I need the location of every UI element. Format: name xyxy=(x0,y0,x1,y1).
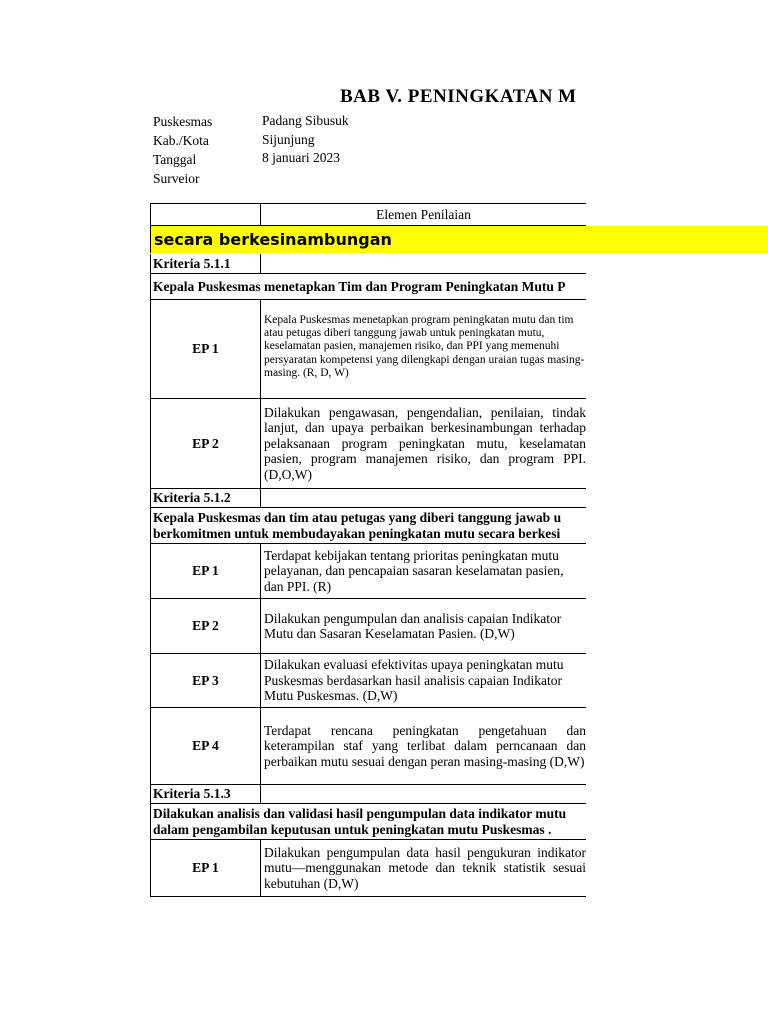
ep-label: EP 2 xyxy=(192,618,219,633)
value-tanggal: 8 januari 2023 xyxy=(262,150,340,165)
label-kab-kota: Kab./Kota xyxy=(153,133,209,148)
ep-label: EP 2 xyxy=(192,435,219,451)
ep-row xyxy=(150,654,586,708)
criteria-statement-line: Dilakukan analisis dan validasi hasil pengumpulan data indikator mutu xyxy=(153,805,567,821)
ep-row xyxy=(150,544,586,599)
ep-text-cell xyxy=(261,840,586,896)
value-kab-kota: Sijunjung xyxy=(262,132,315,147)
criteria-statement xyxy=(153,804,586,839)
table-header-row xyxy=(150,203,586,226)
ep-text: Terdapat kebijakan tentang prioritas peningkatan mutu pelayanan, dan pencapaian sasaran keselamatan pasien, dan PPI. (R) xyxy=(264,547,564,594)
ep-label: EP 1 xyxy=(192,860,219,875)
criteria-statement: Kepala Puskesmas menetapkan Tim dan Program Peningkatan Mutu P xyxy=(153,278,566,294)
ep-text-cell xyxy=(261,544,586,598)
ep-text: Dilakukan pengawasan, pengendalian, penilaian, tindak lanjut, dan upaya perbaikan berkesinambungan terhadap pelaksanaan program peningkatan mutu, keselamatan pasien, program manajemen risiko, dan program PPI. (D,O,W) xyxy=(264,404,586,482)
ep-text: Kepala Puskesmas menetapkan program peningkatan mutu dan tim atau petugas diberi tanggung jawab untuk peningkatan mutu, keselamatan pasien, manajemen risiko, dan PPI yang memenuhi persyaratan kompetensi yang dilengkapi dengan uraian tugas masing-masing. (R, D, W) xyxy=(264,314,585,379)
assessment-table xyxy=(150,203,586,897)
criteria-statement-row xyxy=(150,508,586,544)
ep-row xyxy=(150,300,586,399)
criteria-row-5-1-3 xyxy=(150,785,586,804)
criteria-row-5-1-1 xyxy=(150,254,586,274)
label-puskesmas: Puskesmas xyxy=(153,114,213,129)
ep-row xyxy=(150,399,586,489)
criteria-label: Kriteria 5.1.1 xyxy=(153,255,231,271)
ep-text: Terdapat rencana peningkatan pengetahuan dan keterampilan staf yang terlibat dalam perncanaan dan perbaikan mutu sesuai dengan peran masing-masing (D,W) xyxy=(264,722,586,769)
criteria-row-5-1-2 xyxy=(150,489,586,508)
page-title: BAB V. PENINGKATAN M xyxy=(340,86,577,107)
ep-label: EP 1 xyxy=(192,341,219,356)
criteria-statement-line: Kepala Puskesmas dan tim atau petugas yang diberi tanggung jawab u xyxy=(153,509,562,525)
ep-text-cell xyxy=(261,708,586,784)
ep-row xyxy=(150,840,586,897)
criteria-statement-row xyxy=(150,274,586,300)
ep-text: Dilakukan pengumpulan data hasil pengukuran indikator mutu—menggunakan metode dan teknik statistik sesuai kebutuhan (D,W) xyxy=(264,844,586,891)
ep-label: EP 1 xyxy=(192,563,219,578)
criteria-statement-row xyxy=(150,804,586,840)
header-elemen-penilaian: Elemen Penilaian xyxy=(376,206,471,222)
criteria-statement-line: berkomitmen untuk membudayakan peningkatan mutu secara berkesi xyxy=(153,525,561,541)
ep-row xyxy=(150,708,586,785)
criteria-label: Kriteria 5.1.3 xyxy=(153,786,231,801)
ep-text-cell xyxy=(261,300,586,398)
criteria-statement xyxy=(153,508,586,543)
ep-text: Dilakukan pengumpulan dan analisis capaian Indikator Mutu dan Sasaran Keselamatan Pasien. (D,W) xyxy=(264,610,562,641)
ep-text: Dilakukan evaluasi efektivitas upaya peningkatan mutu Puskesmas berdasarkan hasil analisis capaian Indikator Mutu Puskesmas. (D,W) xyxy=(264,657,564,704)
ep-text-cell xyxy=(261,599,586,653)
label-tanggal: Tanggal xyxy=(153,152,197,167)
ep-text-cell xyxy=(261,654,586,707)
ep-row xyxy=(150,599,586,654)
section-banner: secara berkesinambungan xyxy=(150,226,768,253)
value-puskesmas: Padang Sibusuk xyxy=(262,113,349,128)
ep-label: EP 3 xyxy=(192,672,219,688)
criteria-label: Kriteria 5.1.2 xyxy=(153,490,231,505)
ep-label: EP 4 xyxy=(192,738,219,753)
label-surveior: Surveior xyxy=(153,171,200,186)
criteria-statement-line: dalam pengambilan keputusan untuk peningkatan mutu Puskesmas . xyxy=(153,821,552,837)
ep-text-cell xyxy=(261,399,586,488)
